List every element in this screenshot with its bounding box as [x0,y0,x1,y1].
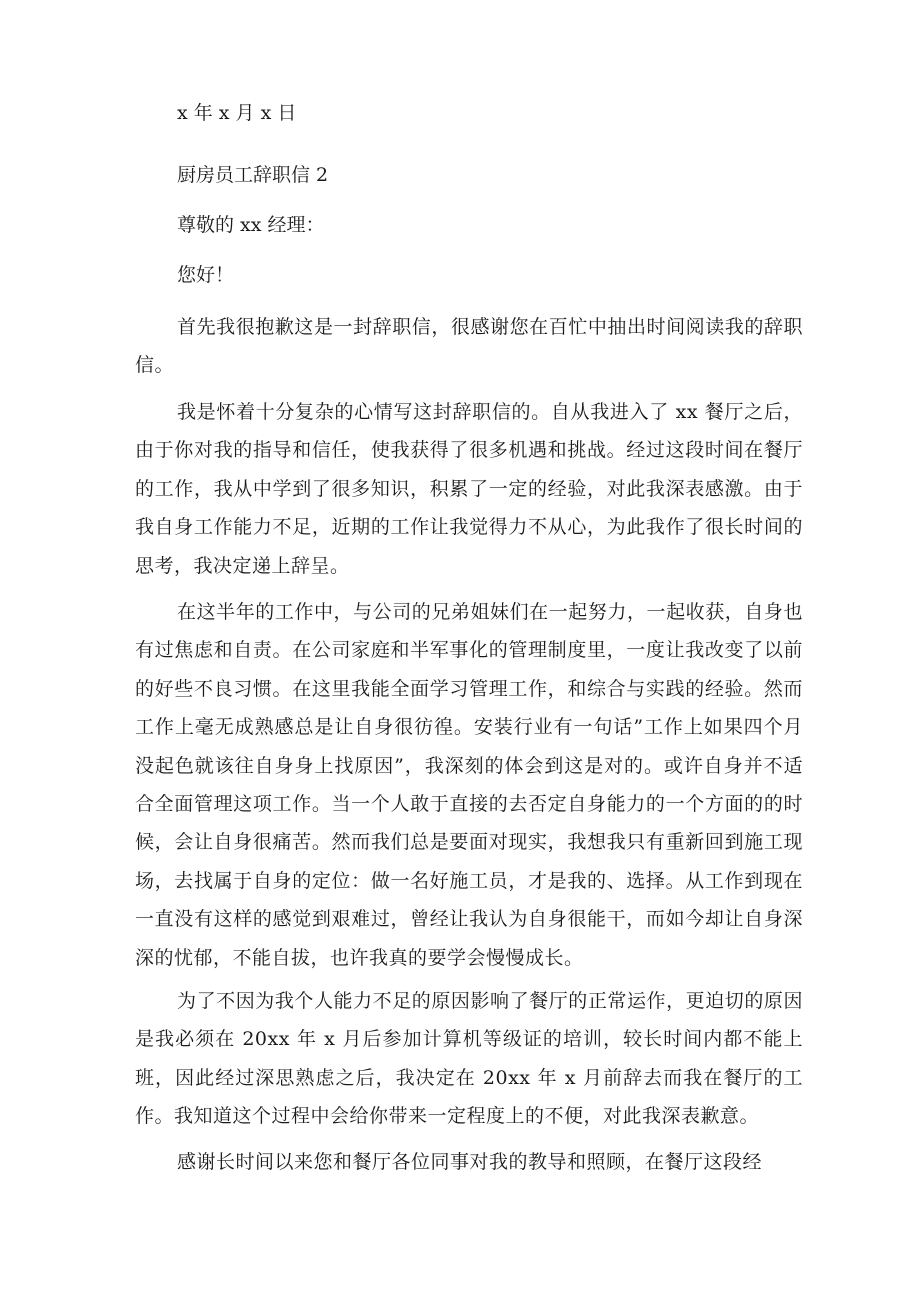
paragraph-apology: 首先我很抱歉这是一封辞职信，很感谢您在百忙中抽出时间阅读我的辞职信。 [135,316,803,377]
document-date: x 年 x 月 x 日 [177,102,297,124]
paragraph-thanks: 感谢长时间以来您和餐厅各位同事对我的教导和照顾，在餐厅这段经 [177,1151,763,1173]
document-title: 厨房员工辞职信 2 [177,164,329,186]
paragraph-reflection: 在这半年的工作中，与公司的兄弟姐妹们在一起努力，一起收获，自身也有过焦虑和自责。在公司家庭和半军事化的管理制度里，一度让我改变了以前的好些不良习惯。在这里我能全面学习管理工作，和综合与实践的经验。然而工作上毫无成熟感总是让自身很彷徨。安装行业有一句话”工作上如果四个月没起色就该往自身身上找原因”，我深刻的体会到这是对的。或许自身并不适合全面管理这项工作。当一个人敢于直接的去否定自身能力的一个方面的的时候，会让自身很痛苦。然而我们总是要面对现实，我想我只有重新回到施工现场，去找属于自身的定位：做一名好施工员，才是我的、选择。从工作到现在一直没有这样的感觉到艰难过，曾经让我认为自身很能干，而如今却让自身深深的忧郁，不能自拔，也许我真的要学会慢慢成长。 [135,601,803,969]
paragraph-decision: 为了不因为我个人能力不足的原因影响了餐厅的正常运作，更迫切的原因是我必须在 20xx 年 x 月后参加计算机等级证的培训，较长时间内都不能上班，因此经过深思熟虑之后，我决定在 20xx 年 x 月前辞去而我在餐厅的工作。我知道这个过程中会给你带来一定程度上的不便，对此我深表歉意。 [135,990,803,1128]
paragraph-reason: 我是怀着十分复杂的心情写这封辞职信的。自从我进入了 xx 餐厅之后，由于你对我的指导和信任，使我获得了很多机遇和挑战。经过这段时间在餐厅的工作，我从中学到了很多知识，积累了一定的经验，对此我深表感激。由于我自身工作能力不足，近期的工作让我觉得力不从心，为此我作了很长时间的思考，我决定递上辞呈。 [135,401,803,577]
greeting: 您好！ [177,264,235,286]
salutation: 尊敬的 xx 经理： [177,214,325,236]
